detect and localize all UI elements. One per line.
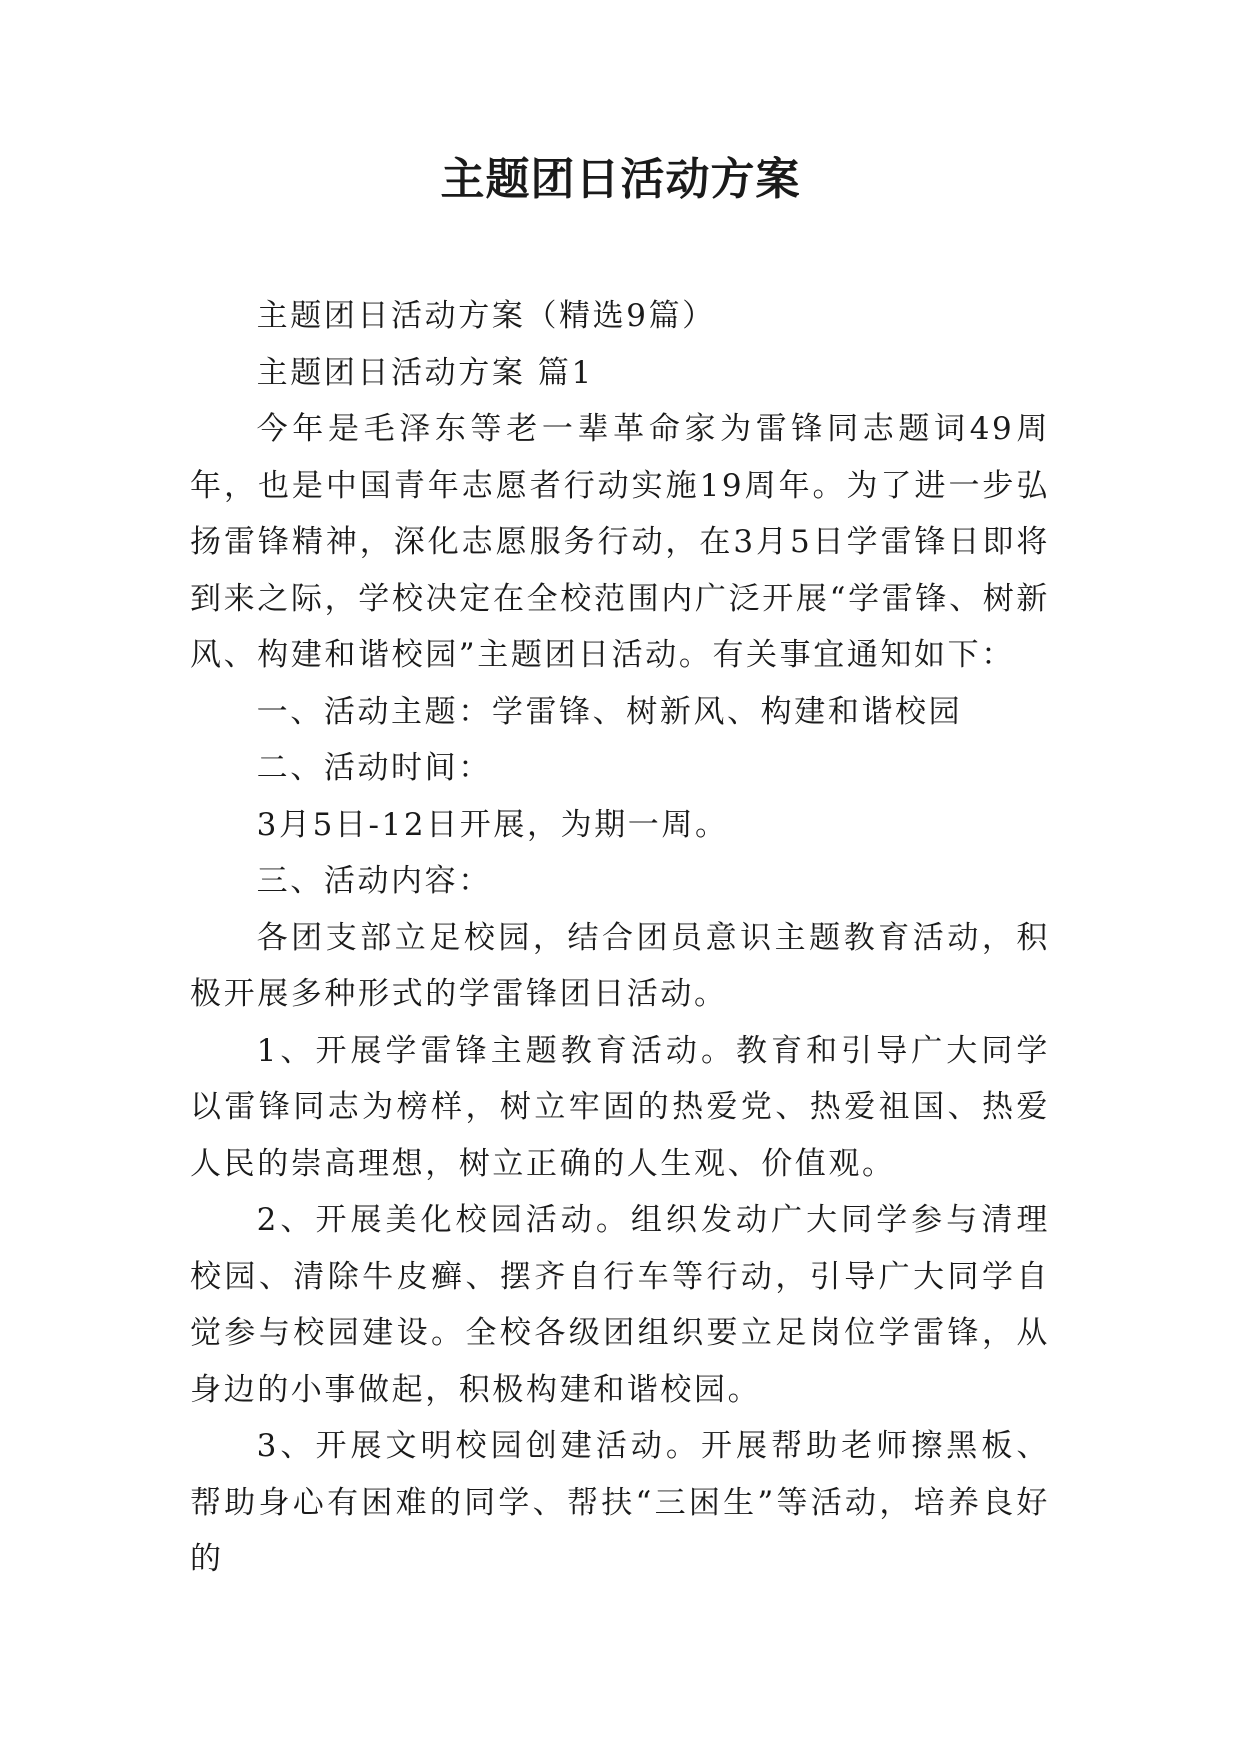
paragraph-activity-theme: 一、活动主题：学雷锋、树新风、构建和谐校园: [256, 693, 963, 730]
paragraph-activity-content-heading: 三、活动内容：: [256, 863, 492, 899]
paragraph-section-heading: 主题团日活动方案 篇1: [256, 354, 594, 391]
paragraph-subtitle: 主题团日活动方案（精选9篇）: [256, 298, 716, 334]
paragraph-intro: 今年是毛泽东等老一辈革命家为雷锋同志题词49周年，也是中国青年志愿者行动实施19周年。为了进一步弘扬雷锋精神，深化志愿服务行动，在3月5日学雷锋日即将到来之际，学校决定在全校范围内广泛开展“学雷锋、树新风、构建和谐校园”主题团日活动。有关事宜通知如下：: [190, 411, 1050, 673]
document-body: [190, 288, 1050, 1588]
paragraph-item-2: 2、开展美化校园活动。组织发动广大同学参与清理校园、清除牛皮癣、摆齐自行车等行动，引导广大同学自觉参与校园建设。全校各级团组织要立足岗位学雷锋，从身边的小事做起，积极构建和谐校园。: [190, 1202, 1050, 1408]
document-title: 主题团日活动方案: [440, 154, 801, 205]
paragraph-activity-time: 3月5日-12日开展，为期一周。: [256, 806, 729, 843]
paragraph-activity-content: 各团支部立足校园，结合团员意识主题教育活动，积极开展多种形式的学雷锋团日活动。: [190, 919, 1050, 1012]
paragraph-activity-time-heading: 二、活动时间：: [256, 750, 492, 786]
paragraph-item-3: 3、开展文明校园创建活动。开展帮助老师擦黑板、帮助身心有困难的同学、帮扶“三困生”等活动，培养良好的: [190, 1428, 1050, 1577]
paragraph-item-1: 1、开展学雷锋主题教育活动。教育和引导广大同学以雷锋同志为榜样，树立牢固的热爱党、热爱祖国、热爱人民的崇高理想，树立正确的人生观、价值观。: [190, 1032, 1050, 1182]
